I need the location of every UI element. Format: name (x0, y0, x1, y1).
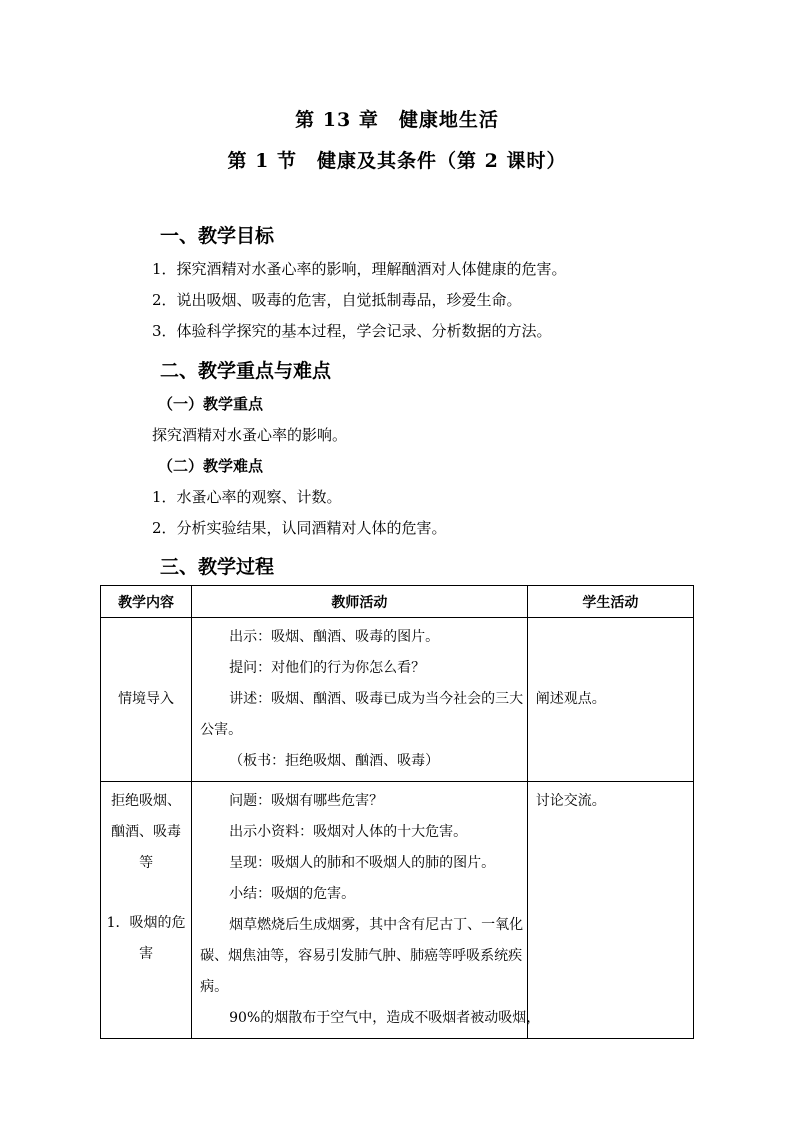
header-student: 学生活动 (527, 586, 693, 618)
row1-teacher-line: 讲述：吸烟、酗酒、吸毒已成为当今社会的三大 (229, 691, 524, 707)
row2-teacher-line: 出示小资料：吸烟对人体的十大危害。 (229, 824, 468, 840)
row2-content-line: 害 (139, 946, 154, 962)
row1-teacher-line: 提问：对他们的行为你怎么看？ (229, 660, 426, 676)
row2-content-line: 等 (139, 855, 154, 871)
process-table (100, 585, 694, 1039)
row2-teacher (192, 782, 541, 1039)
heading-key-points: （一）教学重点 (158, 395, 264, 413)
row2-teacher-line: 呈现：吸烟人的肺和不吸烟人的肺的图片。 (229, 855, 496, 871)
header-teacher: 教师活动 (192, 586, 528, 618)
row2-student-text: 讨论交流。 (535, 793, 606, 809)
heading-key-difficult: 二、教学重点与难点 (160, 360, 332, 382)
row1-content (101, 618, 192, 782)
difficult-point-2: 2．分析实验结果，认同酒精对人体的危害。 (152, 519, 447, 537)
objective-3: 3．体验科学探究的基本过程，学会记录、分析数据的方法。 (152, 322, 552, 340)
row1-content-text: 情境导入 (118, 691, 175, 707)
row2-teacher-line: 小结：吸烟的危害。 (229, 886, 356, 902)
row2-teacher-line: 90%的烟散布于空气中，造成不吸烟者被动吸烟， (229, 1010, 541, 1026)
difficult-point-1: 1．水蚤心率的观察、计数。 (152, 488, 342, 506)
row2-teacher-line: 问题：吸烟有哪些危害？ (229, 793, 384, 809)
row2-content-line: 拒绝吸烟、 (111, 793, 182, 809)
row2-content (101, 782, 192, 1039)
key-point-text: 探究酒精对水蚤心率的影响。 (152, 426, 348, 444)
row2-content-line: 酗酒、吸毒 (111, 824, 182, 840)
row1-teacher-line: 出示：吸烟、酗酒、吸毒的图片。 (229, 629, 440, 645)
header-content: 教学内容 (101, 586, 192, 618)
row2-student (527, 782, 693, 1039)
row1-student (527, 618, 693, 782)
section-title: 第 1 节 健康及其条件（第 2 课时） (227, 150, 567, 172)
row1-student-text: 阐述观点。 (535, 691, 606, 707)
row1-teacher-line: （板书：拒绝吸烟、酗酒、吸毒） (229, 753, 440, 769)
heading-difficult-points: （二）教学难点 (158, 457, 264, 475)
row2-teacher-line: 病。 (200, 979, 229, 995)
heading-process: 三、教学过程 (160, 556, 275, 578)
objective-1: 1．探究酒精对水蚤心率的影响，理解酗酒对人体健康的危害。 (152, 260, 567, 278)
row2-teacher-line: 碳、烟焦油等，容易引发肺气肿、肺癌等呼吸系统疾 (200, 948, 523, 964)
table-header-row (101, 586, 694, 618)
row2-content-line: 1．吸烟的危 (106, 915, 186, 931)
chapter-title: 第 13 章 健康地生活 (295, 109, 499, 131)
heading-objectives: 一、教学目标 (160, 225, 275, 247)
objective-2: 2．说出吸烟、吸毒的危害，自觉抵制毒品，珍爱生命。 (152, 291, 522, 309)
table-row (101, 782, 694, 1039)
row1-teacher (192, 618, 528, 782)
table-row (101, 618, 694, 782)
row1-teacher-line: 公害。 (200, 722, 243, 738)
row2-teacher-line: 烟草燃烧后生成烟雾，其中含有尼古丁、一氧化 (229, 917, 524, 933)
